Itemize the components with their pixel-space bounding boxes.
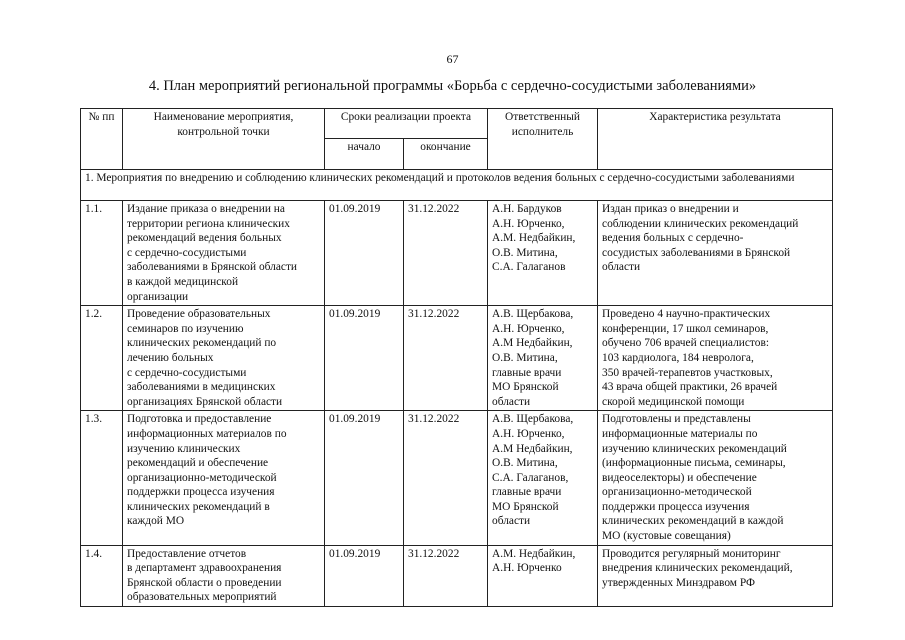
row-num: 1.4.: [81, 545, 123, 606]
row-start: 01.09.2019: [325, 411, 404, 545]
section-row: [81, 170, 833, 201]
page-number: 67: [446, 52, 459, 66]
row-end: 31.12.2022: [404, 545, 488, 606]
table-row: [81, 306, 833, 411]
row-num: 1.1.: [81, 201, 123, 306]
plan-table: [80, 108, 833, 607]
header-start: начало: [325, 139, 404, 170]
row-result: Проведено 4 научно-практических конференции, 17 школ семинаров, обучено 706 врачей специалистов: 103 кардиолога, 184 невролога, 350 врачей-терапевтов участковых, 43 врача общей практики, 26 врачей скорой медицинской помощи: [598, 306, 833, 411]
row-end: 31.12.2022: [404, 306, 488, 411]
row-result: Подготовлены и представлены информационные материалы по изучению клинических рекомендаций (информационные письма, семинары, видеоселекторы) и обеспечение организационно-методической поддержки процесса изучения клинических рекомендаций в каждой МО (кустовые совещания): [598, 411, 833, 545]
row-start: 01.09.2019: [325, 545, 404, 606]
row-responsible: А.Н. Бардуков А.Н. Юрченко, А.М. Недбайкин, О.В. Митина, С.А. Галаганов: [488, 201, 598, 306]
header-result: Характеристика результата: [598, 109, 833, 170]
row-result: Проводится регулярный мониторинг внедрения клинических рекомендаций, утвержденных Минздравом РФ: [598, 545, 833, 606]
row-name: Подготовка и предоставление информационных материалов по изучению клинических рекомендаций и обеспечение организационно-методической поддержки процесса изучения клинических рекомендаций в каждой МО: [123, 411, 325, 545]
row-end: 31.12.2022: [404, 411, 488, 545]
row-num: 1.3.: [81, 411, 123, 545]
header-num: № пп: [81, 109, 123, 170]
header-responsible: Ответственный исполнитель: [488, 109, 598, 170]
row-responsible: А.В. Щербакова, А.Н. Юрченко, А.М Недбайкин, О.В. Митина, С.А. Галаганов, главные врачи МО Брянской области: [488, 411, 598, 545]
section-title: 1. Мероприятия по внедрению и соблюдению клинических рекомендаций и протоколов ведения больных с сердечно-сосудистыми заболеваниями: [81, 170, 833, 201]
document-title: 4. План мероприятий региональной программы «Борьба с сердечно-сосудистыми заболеваниями»: [148, 78, 757, 94]
row-start: 01.09.2019: [325, 201, 404, 306]
row-responsible: А.М. Недбайкин, А.Н. Юрченко: [488, 545, 598, 606]
row-name: Проведение образовательных семинаров по изучению клинических рекомендаций по лечению больных с сердечно-сосудистыми заболеваниями в медицинских организациях Брянской области: [123, 306, 325, 411]
header-end: окончание: [404, 139, 488, 170]
table-row: [81, 545, 833, 606]
table-row: [81, 201, 833, 306]
row-result: Издан приказ о внедрении и соблюдении клинических рекомендаций ведения больных с сердечно- сосудистых заболеваниями в Брянской области: [598, 201, 833, 306]
row-name: Предоставление отчетов в департамент здравоохранения Брянской области о проведении образовательных мероприятий: [123, 545, 325, 606]
header-name: Наименование мероприятия, контрольной точки: [123, 109, 325, 170]
table-row: [81, 411, 833, 545]
table-header-row: [81, 109, 833, 139]
row-responsible: А.В. Щербакова, А.Н. Юрченко, А.М Недбайкин, О.В. Митина, главные врачи МО Брянской области: [488, 306, 598, 411]
row-end: 31.12.2022: [404, 201, 488, 306]
row-start: 01.09.2019: [325, 306, 404, 411]
header-terms: Сроки реализации проекта: [325, 109, 488, 139]
row-name: Издание приказа о внедрении на территории региона клинических рекомендаций ведения больных с сердечно-сосудистыми заболеваниями в Брянской области в каждой медицинской организации: [123, 201, 325, 306]
row-num: 1.2.: [81, 306, 123, 411]
